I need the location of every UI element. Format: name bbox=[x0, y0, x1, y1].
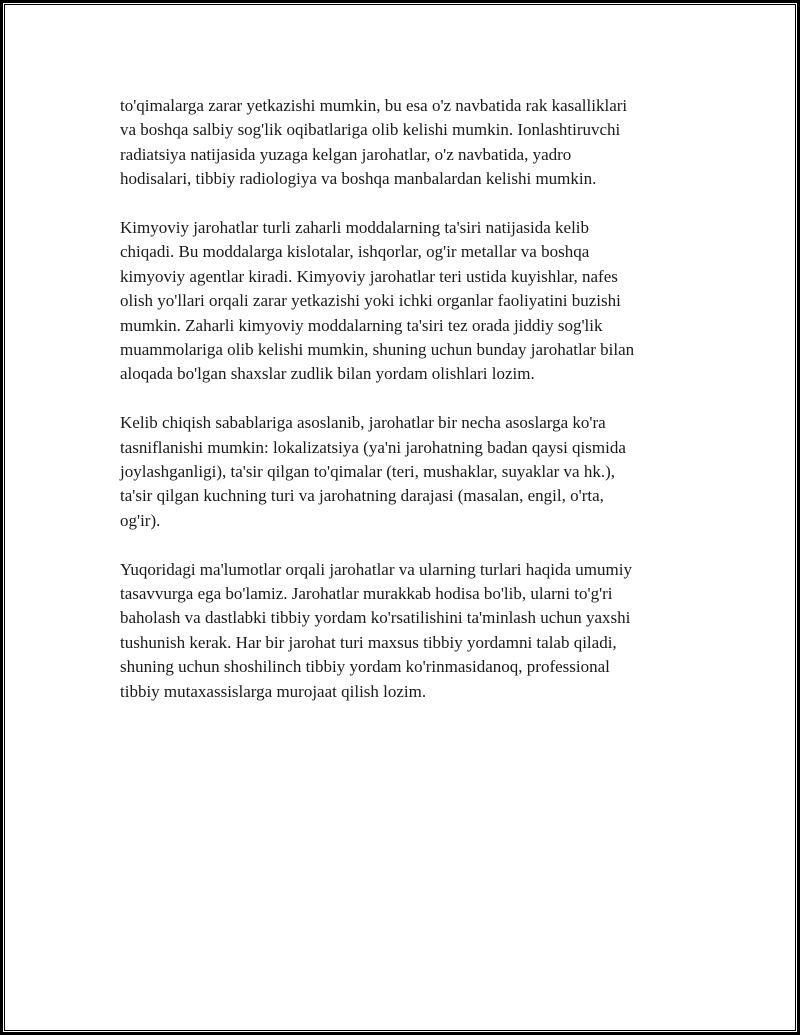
text-line: muammolariga olib kelishi mumkin, shuning uchun bunday jarohatlar bilan bbox=[120, 340, 635, 360]
text-line: va boshqa salbiy sog'lik oqibatlariga olib kelishi mumkin. Ionlashtiruvchi bbox=[120, 120, 621, 140]
text-line: kimyoviy agentlar kiradi. Kimyoviy jarohatlar teri ustida kuyishlar, nafes bbox=[120, 266, 618, 286]
text-line: ta'sir qilgan kuchning turi va jarohatning darajasi (masalan, engil, o'rta, bbox=[120, 486, 604, 506]
text-line: Yuqoridagi ma'lumotlar orqali jarohatlar va ularning turlari haqida umumiy bbox=[120, 559, 632, 579]
text-line: tibbiy mutaxassislarga murojaat qilish lozim. bbox=[120, 681, 427, 701]
text-line: chiqadi. Bu moddalarga kislotalar, ishqorlar, og'ir metallar va boshqa bbox=[120, 242, 590, 262]
text-line: shuning uchun shoshilinch tibbiy yordam ko'rinmasidanoq, professional bbox=[120, 657, 610, 677]
text-line: Kelib chiqish sabablariga asoslanib, jarohatlar bir necha asoslarga ko'ra bbox=[120, 413, 606, 433]
text-line: tasavvurga ega bo'lamiz. Jarohatlar murakkab hodisa bo'lib, ularni to'g'ri bbox=[120, 584, 613, 604]
text-line: Kimyoviy jarohatlar turli zaharli moddalarning ta'siri natijasida kelib bbox=[120, 218, 590, 238]
text-line: mumkin. Zaharli kimyoviy moddalarning ta'siri tez orada jiddiy sog'lik bbox=[120, 315, 603, 335]
text-line: tushunish kerak. Har bir jarohat turi maxsus tibbiy yordamni talab qiladi, bbox=[120, 632, 617, 652]
text-line: aloqada bo'lgan shaxslar zudlik bilan yordam olishlari lozim. bbox=[120, 364, 535, 384]
paragraph-2 bbox=[120, 216, 690, 387]
document-body bbox=[120, 94, 690, 729]
text-line: olish yo'llari orqali zarar yetkazishi yoki ichki organlar faoliyatini buzishi bbox=[120, 291, 621, 311]
paragraph-1 bbox=[120, 94, 690, 192]
text-line: radiatsiya natijasida yuzaga kelgan jarohatlar, o'z navbatida, yadro bbox=[120, 144, 572, 164]
text-line: tasniflanishi mumkin: lokalizatsiya (ya'ni jarohatning badan qaysi qismida bbox=[120, 437, 626, 457]
paragraph-4 bbox=[120, 558, 690, 704]
text-line: baholash va dastlabki tibbiy yordam ko'rsatilishini ta'minlash uchun yaxshi bbox=[120, 608, 631, 628]
text-line: joylashganligi), ta'sir qilgan to'qimalar (teri, mushaklar, suyaklar va hk.), bbox=[120, 462, 616, 482]
paragraph-3 bbox=[120, 411, 690, 533]
text-line: og'ir). bbox=[120, 510, 161, 530]
text-line: to'qimalarga zarar yetkazishi mumkin, bu esa o'z navbatida rak kasalliklari bbox=[120, 96, 628, 115]
text-line: hodisalari, tibbiy radiologiya va boshqa manbalardan kelishi mumkin. bbox=[120, 169, 597, 189]
